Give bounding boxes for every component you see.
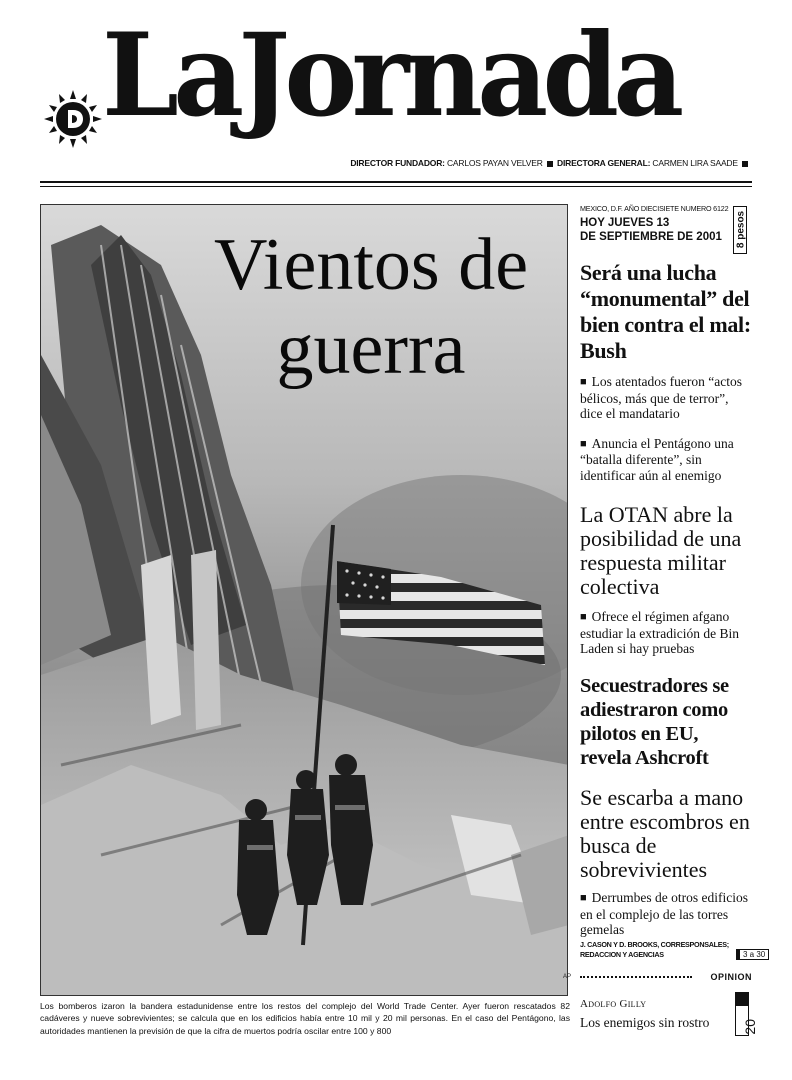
founder-label: DIRECTOR FUNDADOR: — [350, 158, 445, 168]
opinion-author: Adolfo Gilly — [580, 998, 647, 1010]
story-rescate[interactable] — [580, 786, 752, 938]
lead-headline — [181, 223, 561, 391]
story-bush[interactable] — [580, 260, 752, 483]
story-bullet: ■ Los atentados fueron “actos bélicos, más que de terror”, dice el mandatario — [580, 374, 752, 422]
masthead-credits — [330, 158, 750, 168]
founder-name: CARLOS PAYAN VELVER — [446, 158, 543, 168]
pages-ref[interactable]: 3 a 30 — [736, 949, 769, 960]
byline-line2: REDACCION Y AGENCIAS — [580, 949, 664, 959]
issue-info — [580, 204, 752, 244]
sun-logo-icon — [42, 88, 104, 150]
square-bullet-icon — [742, 161, 748, 167]
story-bullet: ■ Ofrece el régimen afgano estudiar la extradición de Bin Laden si hay pruebas — [580, 609, 752, 657]
opinion-page: 20 — [742, 1019, 758, 1035]
lead-headline-line2: guerra — [276, 308, 466, 390]
story-bullet: ■ Derrumbes de otros edificios en el complejo de las torres gemelas — [580, 890, 752, 938]
director-name: CARMEN LIRA SAADE — [652, 158, 738, 168]
director-label: DIRECTORA GENERAL: — [557, 158, 651, 168]
byline — [580, 940, 752, 959]
masthead — [40, 8, 752, 160]
lead-photo — [40, 204, 568, 996]
story-headline: Será una lucha “monumental” del bien contra el mal: Bush — [580, 260, 751, 363]
issue-date-line2: DE SEPTIEMBRE DE 2001 — [580, 231, 722, 243]
issue-date-line1: HOY JUEVES 13 — [580, 217, 670, 229]
page-tag-icon — [736, 993, 748, 1006]
masthead-rule-thin — [40, 186, 752, 187]
story-otan[interactable] — [580, 503, 752, 657]
photo-credit: AP — [563, 974, 572, 980]
lead-headline-line1: Vientos de — [213, 224, 529, 306]
price-box — [733, 206, 747, 254]
byline-line1: J. CASON Y D. BROOKS, CORRESPONSALES; — [580, 940, 729, 949]
issue-date — [580, 216, 752, 244]
story-bullet: ■ Anuncia el Pentágono una “batalla diferente”, sin identificar aún al enemigo — [580, 436, 752, 484]
story-headline: Secuestradores se adiestraron como pilotos en EU, revela Ashcroft — [580, 675, 729, 769]
story-headline: La OTAN abre la posibilidad de una respuesta militar colectiva — [580, 502, 742, 599]
story-headline: Se escarba a mano entre escombros en busca de sobrevivientes — [580, 785, 750, 882]
story-ashcroft[interactable] — [580, 674, 752, 770]
dotted-rule — [580, 976, 692, 978]
photo-caption: Los bomberos izaron la bandera estadunidense entre los restos del complejo del World Trade Center. Ayer fueron rescatados 82 cadáveres y nueve sobrevivientes; se calcula que en los edificios había entre 10 mil y 20 mil personas. En el caso del Pentágono, las autoridades mantienen la previsión de que la cifra de muertos podría oscilar entre 100 y 800 — [40, 1001, 570, 1036]
opinion-title[interactable]: Los enemigos sin rostro — [580, 1015, 710, 1030]
square-bullet-icon — [547, 161, 553, 167]
logo-wordmark: LaJornada — [102, 8, 679, 142]
opinion-label: OPINION — [710, 972, 752, 982]
issue-meta: MEXICO, D.F. AÑO DIECISIETE NUMERO 6122 — [580, 204, 729, 213]
masthead-rule — [40, 181, 752, 183]
opinion-header — [580, 972, 752, 982]
opinion-page-box — [735, 992, 758, 1036]
price: 8 pesos — [735, 210, 747, 249]
